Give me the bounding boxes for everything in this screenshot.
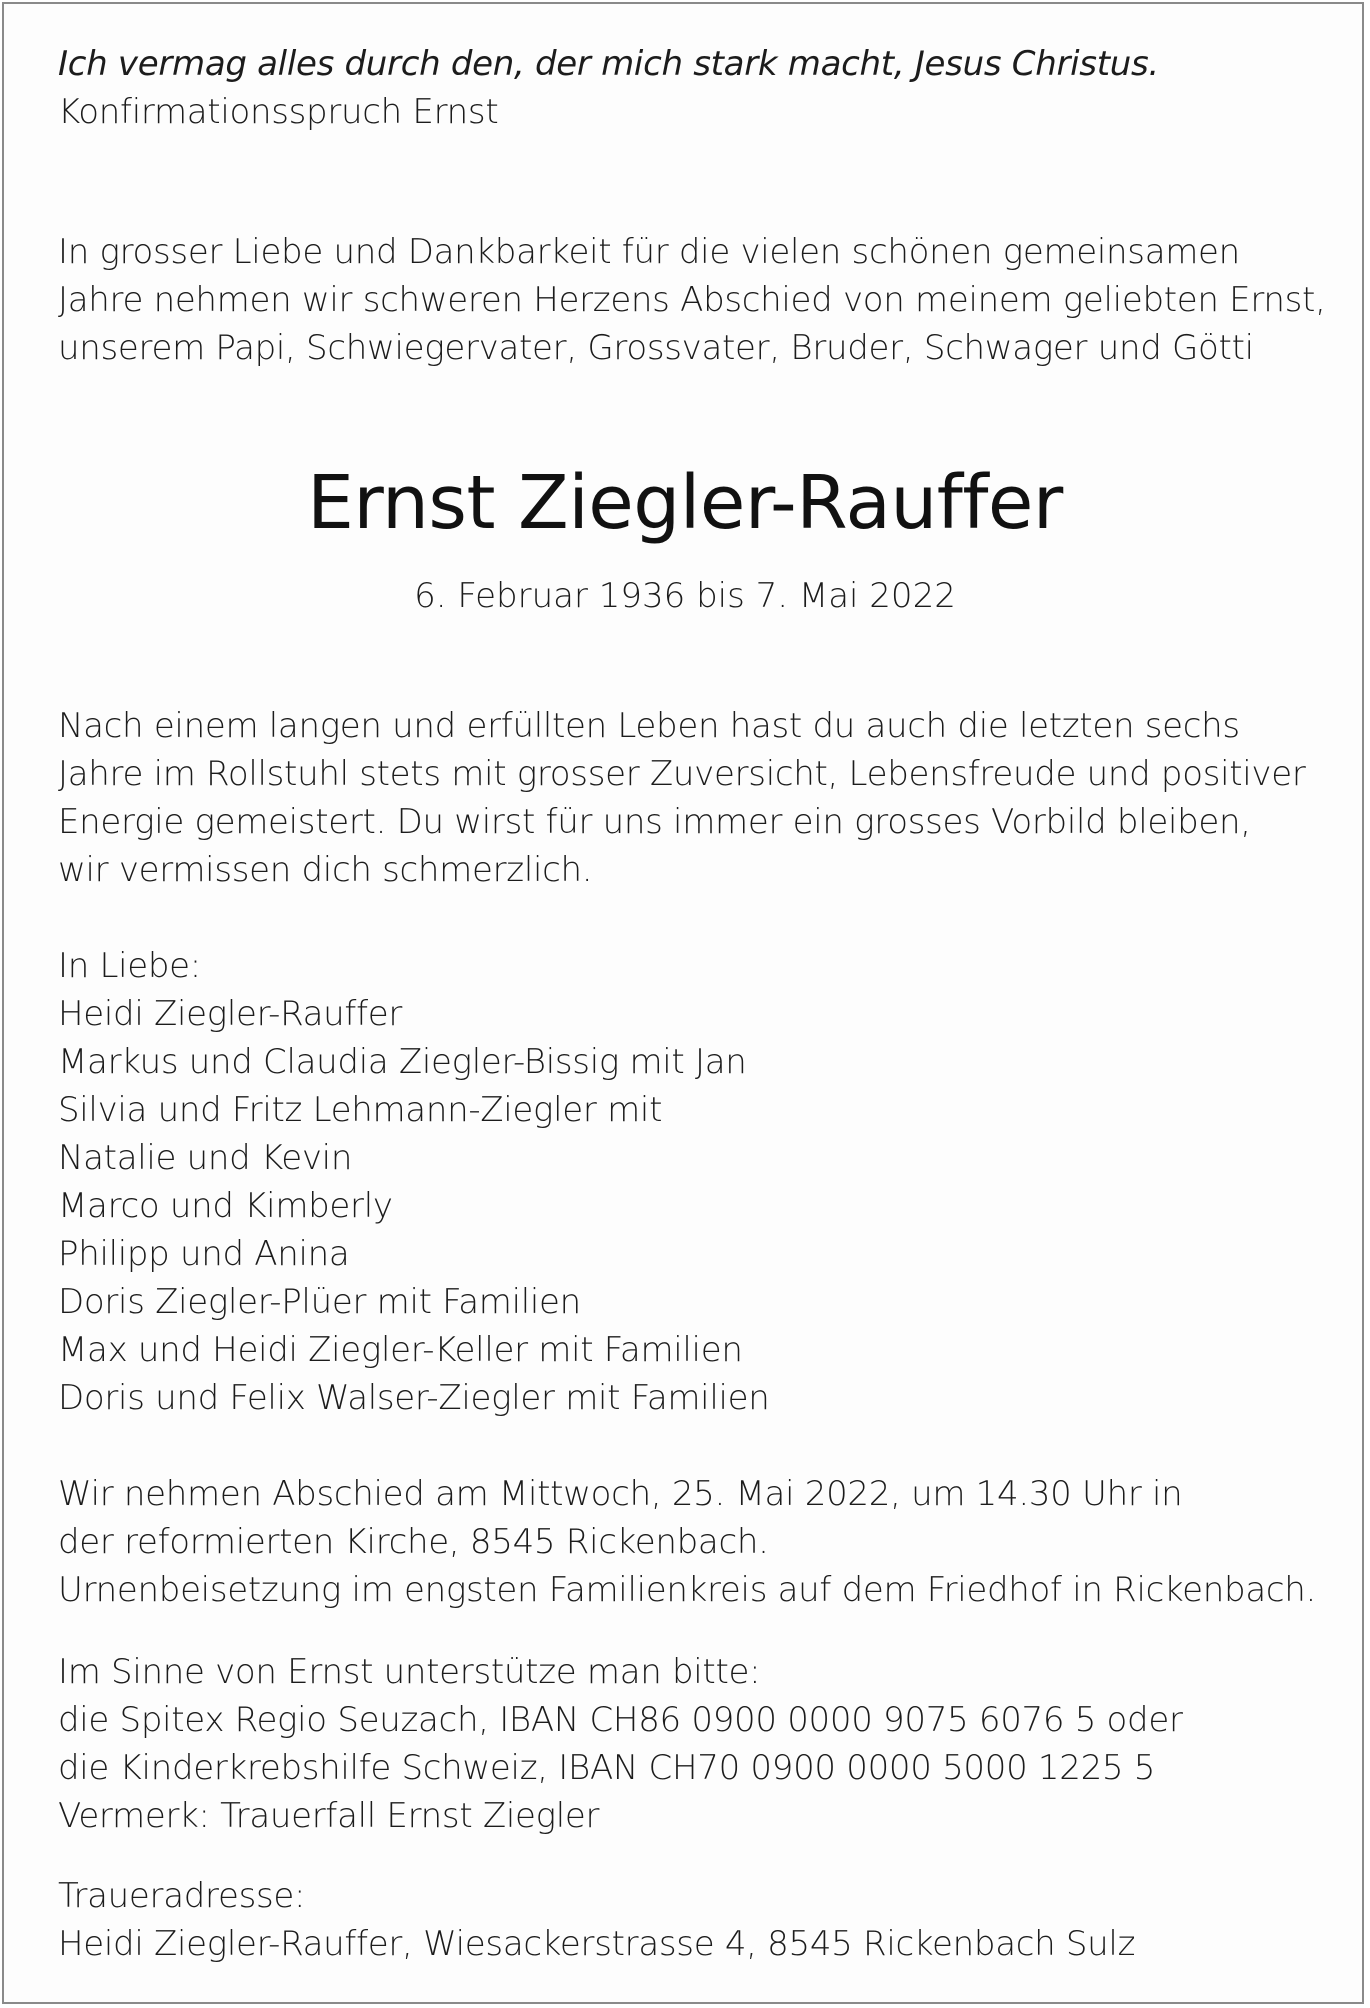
donations-info <box>58 1648 1318 1840</box>
donation-line: die Kinderkrebshilfe Schweiz, IBAN CH70 0900 0000 5000 1225 5 <box>58 1748 1156 1788</box>
donation-line: Im Sinne von Ernst unterstütze man bitte: <box>58 1652 761 1692</box>
tribute-line: Jahre im Rollstuhl stets mit grosser Zuversicht, Lebensfreude und positiver <box>58 754 1306 794</box>
mourner-name: Markus und Claudia Ziegler-Bissig mit Jan <box>58 1042 747 1082</box>
tribute-line: wir vermissen dich schmerzlich. <box>58 850 593 890</box>
motto-attribution: Konfirmationsspruch Ernst <box>58 92 499 132</box>
mourner-name: Doris und Felix Walser-Ziegler mit Familien <box>58 1378 770 1418</box>
address-line: Heidi Ziegler-Rauffer, Wiesackerstrasse 4, 8545 Rickenbach Sulz <box>58 1924 1136 1964</box>
deceased-name: Ernst Ziegler-Rauffer <box>307 460 1063 546</box>
mourner-name: Heidi Ziegler-Rauffer <box>58 994 403 1034</box>
tribute-line: Nach einem langen und erfüllten Leben hast du auch die letzten sechs <box>58 706 1240 746</box>
intro-paragraph <box>58 228 1326 372</box>
address-heading: Traueradresse: <box>58 1876 306 1916</box>
mourner-name: Philipp und Anina <box>58 1234 350 1274</box>
mourners-heading: In Liebe: <box>58 946 201 986</box>
motto <box>58 40 1318 136</box>
tribute-paragraph <box>58 702 1318 894</box>
service-info <box>58 1470 1318 1614</box>
mourner-name: Natalie und Kevin <box>58 1138 353 1178</box>
service-line: der reformierten Kirche, 8545 Rickenbach. <box>58 1522 769 1562</box>
intro-line: In grosser Liebe und Dankbarkeit für die vielen schönen gemeinsamen <box>58 232 1240 272</box>
tribute-line: Energie gemeistert. Du wirst für uns immer ein grosses Vorbild bleiben, <box>58 802 1251 842</box>
mourner-name: Max und Heidi Ziegler-Keller mit Familien <box>58 1330 743 1370</box>
donation-line: die Spitex Regio Seuzach, IBAN CH86 0900 0000 9075 6076 5 oder <box>58 1700 1183 1740</box>
donation-line: Vermerk: Trauerfall Ernst Ziegler <box>58 1796 600 1836</box>
life-dates: 6. Februar 1936 bis 7. Mai 2022 <box>414 576 956 616</box>
service-line: Urnenbeisetzung im engsten Familienkreis auf dem Friedhof in Rickenbach. <box>58 1570 1317 1610</box>
motto-verse: Ich vermag alles durch den, der mich stark macht, Jesus Christus. <box>58 44 1159 84</box>
service-line: Wir nehmen Abschied am Mittwoch, 25. Mai 2022, um 14.30 Uhr in <box>58 1474 1183 1514</box>
intro-line: Jahre nehmen wir schweren Herzens Abschied von meinem geliebten Ernst, <box>58 280 1326 320</box>
mourner-name: Doris Ziegler-Plüer mit Familien <box>58 1282 581 1322</box>
mourners-list <box>58 942 1318 1422</box>
mourner-name: Silvia und Fritz Lehmann-Ziegler mit <box>58 1090 663 1130</box>
mourning-address <box>58 1872 1318 1968</box>
intro-line: unserem Papi, Schwiegervater, Grossvater, Bruder, Schwager und Götti <box>58 328 1254 368</box>
mourner-name: Marco und Kimberly <box>58 1186 393 1226</box>
